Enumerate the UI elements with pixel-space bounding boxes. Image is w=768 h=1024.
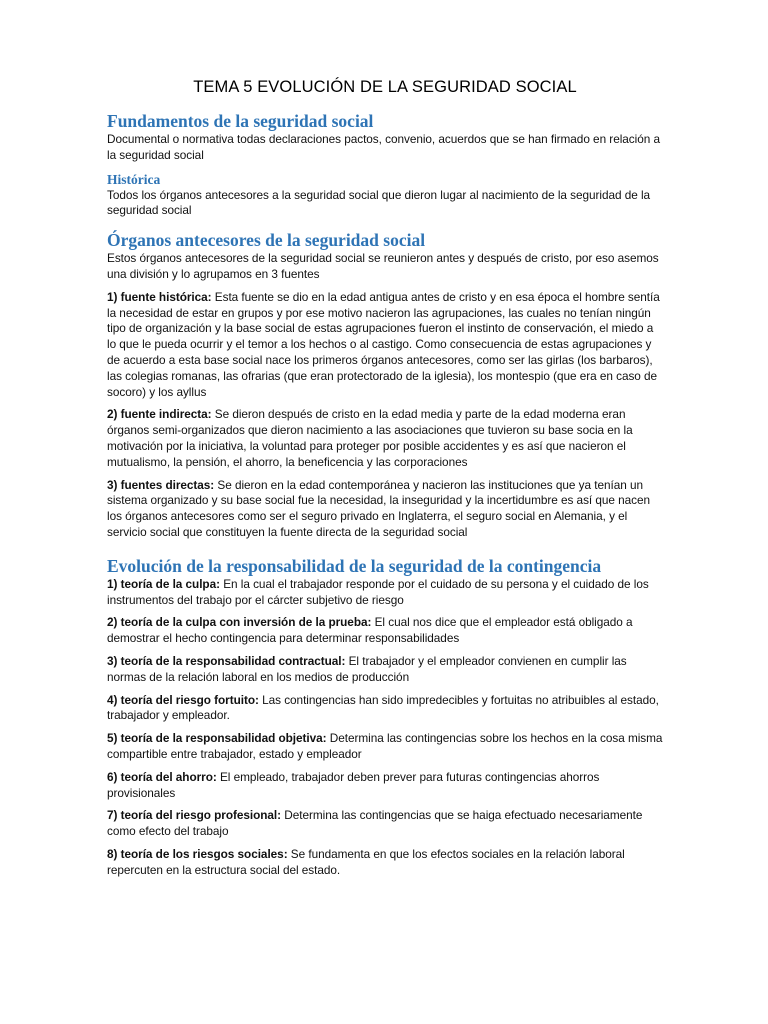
paragraph-body: Se dieron en la edad contemporánea y nacieron las instituciones que ya tenían un sistema organizado y su base social fue la necesidad, la inseguridad y la incertidumbre es así que nacen los órganos antecesores como ser el seguro privado en Inglaterra, el seguro social en Alemania, y el servicio social que constituyen la fuente directa de la seguridad social [107,477,651,539]
paragraph-lead: 1) fuente histórica: [107,289,212,304]
heading-evolucion: Evolución de la responsabilidad de la seguridad de la contingencia [107,555,602,576]
paragraph-body: Se fundamenta en que los efectos sociales en la relación laboral repercuten en la estructura social del estado. [107,846,625,877]
paragraph-body: Se dieron después de cristo en la edad media y parte de la edad moderna eran órganos semi-organizados que dieron nacimiento a las asociaciones que tuvieron su base socia en la motivación por la iniciativa, la voluntad para proteger por posible accidentes y es así que nacieron el mutualismo, la pensión, el ahorro, la beneficencia y las corporaciones [107,407,633,469]
paragraph-fundamentos: Documental o normativa todas declaraciones pactos, convenio, acuerdos que se han firmado en relación a la seguridad social [107,132,660,162]
paragraph-lead: 4) teoría del riesgo fortuito: [107,692,259,707]
paragraph-teoria-contractual [107,654,663,686]
paragraph-teoria-riesgo-fortuito [107,693,663,725]
paragraph-body: El empleado, trabajador deben prever para futuras contingencias ahorros provisionales [107,769,600,800]
paragraph-body: Determina las contingencias sobre los hechos en la cosa misma compartible entre trabajador, estado y empleador [107,731,663,761]
paragraph-lead: 2) fuente indirecta: [107,407,212,422]
paragraph-teoria-objetiva [107,731,663,763]
paragraph-lead: 5) teoría de la responsabilidad objetiva: [107,731,327,746]
paragraph-historica: Todos los órganos antecesores a la seguridad social que dieron lugar al nacimiento de la seguridad de la seguridad social [107,187,651,218]
heading-organos: Órganos antecesores de la seguridad social [107,230,426,251]
paragraph-body: El trabajador y el empleador convienen en cumplir las normas de la relación laboral en los medios de producción [107,653,627,684]
paragraph-fuente-historica [107,290,663,401]
paragraph-lead: 8) teoría de los riesgos sociales: [107,846,288,861]
paragraph-body: Esta fuente se dio en la edad antigua antes de cristo y en esa época el hombre sentía la necesidad de estar en grupos y por ese motivo nacieron las agrupaciones, las cuales no tenían ningún tipo de organización y la base social de estas agrupaciones fueron el instinto de conservación, el miedo a lo que le pueda ocurrir y el temor a los hechos o al castigo. Como consecuencia de estas agrupaciones y de acuerdo a esta base social nace los primeros órganos antecesores, como ser las girlas (los barbaros), las colegias romanas, las ofrarias (que eran protectorado de la iglesia), los montespio (que era en caso de socoro) y los ayllus [107,289,660,399]
paragraph-lead: 3) teoría de la responsabilidad contractual: [107,653,346,668]
heading-fundamentos: Fundamentos de la seguridad social [107,111,374,131]
paragraph-teoria-inversion-prueba [107,615,663,647]
document-page [107,78,663,878]
paragraph-body: En la cual el trabajador responde por el cuidado de su persona y el cuidado de los instrumentos del trabajo por el cárcter subjetivo de riesgo [107,576,649,607]
paragraph-organos-intro: Estos órganos antecesores de la seguridad social se reunieron antes y después de cristo, por eso asemos una división y lo agrupamos en 3 fuentes [107,251,659,281]
paragraph-lead: 2) teoría de la culpa con inversión de la prueba: [107,615,372,630]
paragraph-teoria-riesgo-profesional [107,808,663,840]
paragraph-teoria-riesgos-sociales [107,847,663,879]
paragraph-teoria-ahorro [107,770,663,802]
paragraph-lead: 3) fuentes directas: [107,477,215,492]
paragraph-lead: 6) teoría del ahorro: [107,769,217,784]
paragraph-body: El cual nos dice que el empleador está obligado a demostrar el hecho contingencia para determinar responsabilidades [107,615,633,646]
paragraph-body: Las contingencias han sido impredecibles y fortuitas no atribuibles al estado, trabajador y empleador. [107,692,659,723]
paragraph-fuente-indirecta [107,407,663,470]
paragraph-lead: 7) teoría del riesgo profesional: [107,808,282,823]
page-title: TEMA 5 EVOLUCIÓN DE LA SEGURIDAD SOCIAL [193,78,577,96]
paragraph-fuentes-directas [107,478,663,541]
paragraph-body: Determina las contingencias que se haiga efectuado necesariamente como efecto del trabajo [107,808,643,839]
paragraph-lead: 1) teoría de la culpa: [107,576,220,591]
heading-historica: Histórica [107,171,161,187]
paragraph-teoria-culpa [107,577,663,609]
